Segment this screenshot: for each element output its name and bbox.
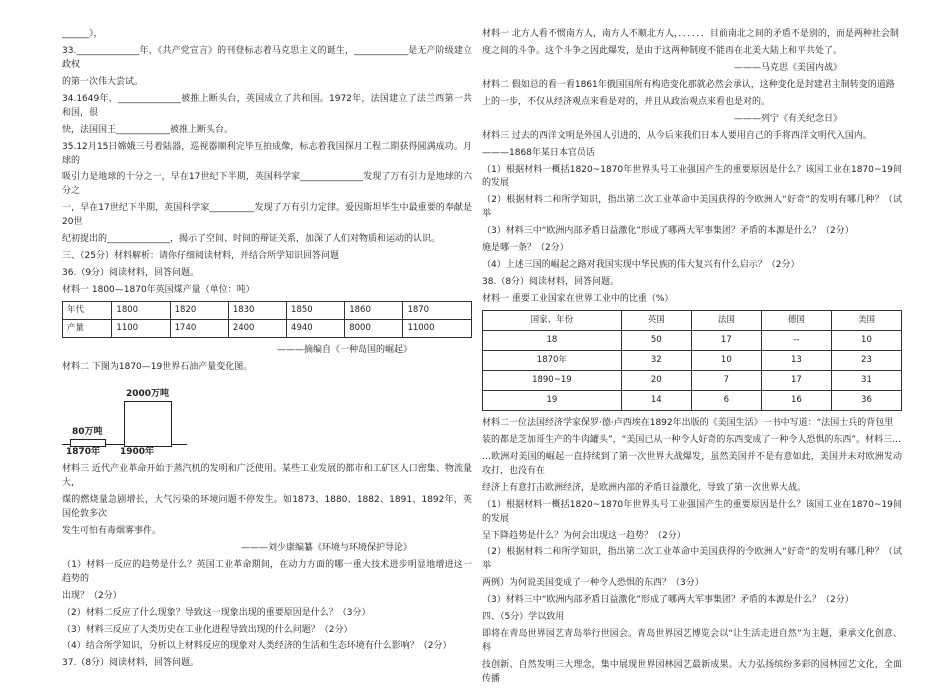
question-38: 38.（8分）阅读材料，回答问题。: [482, 277, 620, 288]
material-2-cont: 上的一步，不仅从经济观点来看是对的，并且从政治观点来看也是对的。: [482, 96, 771, 107]
sub-question-3: （3）材料三中“欧洲内部矛盾日益激化”形成了哪两大军事集团？矛盾的本源是什么？（2分）: [482, 595, 854, 606]
table-cell: 7: [691, 370, 761, 390]
table-cell: 1740: [170, 320, 228, 338]
material-2: 材料二 假如总的看一看1861年俄国国所有构造变化那就必然会承认，这种变化是封建君主制转变的道路: [482, 79, 895, 90]
table-cell: 13: [761, 350, 831, 370]
table-cell: 17: [691, 330, 761, 350]
chart-value-label: 2000万吨: [126, 389, 170, 400]
sub-question-3: （3）材料三中“欧洲内部矛盾日益激化”形成了哪两大军事集团？矛盾的本源是什么？（2分）: [482, 226, 854, 237]
table-cell: 18: [483, 330, 622, 350]
table-cell: 1800: [112, 301, 170, 319]
material-3-cont: 经济上有意打击欧洲经济，是欧洲内部的矛盾日益激化，导致了第一次世界大战。: [482, 482, 807, 493]
table-cell: 19: [483, 390, 622, 410]
sub-question-4: （4）结合所学知识，分析以上材料反应的现象对人类经济的生活和生态环境有什么影响？（2分）: [62, 641, 452, 652]
question-35-cont: 一，早在17世纪下半期，英国科学家__________发现了万有引力定律。爱因斯坦毕生中最重要的奉献是20世: [62, 203, 472, 228]
sub-question-1: （1）根据材料一概括1820~1870年世界头号工业强国产生的重要原因是什么？该国工业在1870~19间的发展: [482, 499, 902, 524]
sub-question-1: （1）材料一反应的趋势是什么？英国工业革命期间，在动力方面的哪一重大技术进步明显地增进这一趋势的: [62, 559, 472, 584]
section-4-heading: 四、（5分）学以致用: [482, 612, 565, 623]
table-cell: 1870: [403, 301, 472, 319]
coal-output-table: [62, 301, 472, 338]
material-2-title: 材料二 下图为1870—19世界石油产量变化图。: [62, 362, 253, 373]
line-fragment: ______》，: [62, 29, 103, 39]
chart-category-label: 1870年: [66, 447, 101, 458]
material-3-cont: 发生可怕有毒烟雾事件。: [62, 525, 162, 536]
table-header-cell: 法国: [691, 310, 761, 330]
table-cell: 23: [831, 350, 901, 370]
table-cell: 8000: [345, 320, 403, 338]
material-3: 材料三 近代产业革命开始于蒸汽机的发明和广泛使用。某些工业发展的都市和工矿区人口密集、物流量大，: [62, 464, 472, 489]
table-cell: 10: [691, 350, 761, 370]
left-column: [62, 28, 472, 674]
table-cell: 2400: [228, 320, 286, 338]
table-cell: 32: [621, 350, 691, 370]
section-4-paragraph: 即将在青岛世界园艺青岛举行世园会。青岛世界园艺博览会以“让生活走进自然”为主题，秉承文化创意、科: [482, 629, 902, 654]
question-35: 35.12月15日嫦娥三号着陆器，巡视器顺利完毕互拍成像，标志着我国探月工程二期获得圆满成功。月球的: [62, 141, 472, 166]
table-cell: 年代: [63, 301, 112, 319]
table-cell: 1860: [345, 301, 403, 319]
material-1-title: 材料一 重要工业国家在世界工业中的比重（%）: [482, 294, 674, 304]
question-36: 36.（9分）阅读材料，回答问题。: [62, 268, 200, 279]
table-cell: 1830: [228, 301, 286, 319]
table-row: [483, 370, 902, 390]
table-cell: 1850: [287, 301, 345, 319]
table-cell: 31: [831, 370, 901, 390]
sub-question-2: （2）材料二反应了什么现象？导致这一现象出现的重要原因是什么？（3分）: [62, 607, 371, 618]
table-row: [63, 320, 472, 338]
section-3-heading: 三、（25分）材料解析：请你仔细阅读材料，并结合所学知识回答问题: [62, 251, 339, 262]
question-33-cont: 的第一次伟大尝试。: [62, 76, 144, 87]
table-cell: 产量: [63, 320, 112, 338]
material-3-source: ———1868年某日本官员话: [482, 147, 595, 158]
material-3: …欧洲对美国的崛起一直持续到了第一次世界大战爆发，虽然美国并不是有意如此，美国并未对欧洲发动攻打，也没有在: [482, 451, 902, 476]
question-37: 37.（8分）阅读材料，回答问题。: [62, 658, 200, 669]
table-cell: 20: [621, 370, 691, 390]
oil-output-chart: [62, 381, 202, 459]
table-cell: 16: [761, 390, 831, 410]
industry-share-table: [482, 310, 902, 411]
table-cell: 6: [691, 390, 761, 410]
sub-question-2: （2）根据材料二和所学知识，指出第二次工业革命中美国获得的令欧洲人“好奇”的发明有哪几种？（试举: [482, 547, 902, 572]
table-header-cell: 德国: [761, 310, 831, 330]
sub-question-3-cont: 施是哪一条？（2分）: [482, 243, 569, 254]
table-cell: 1100: [112, 320, 170, 338]
question-35-cont: 纪初提出的______________，揭示了空间、时间的辩证关系，加深了人们对物质和运动的认识。: [62, 234, 441, 245]
table-header-row: [483, 310, 902, 330]
chart-category-label: 1900年: [120, 447, 155, 458]
sub-question-1: （1）根据材料一概括1820~1870年世界头号工业强国产生的重要原因是什么？该国工业在1870~19间的发展: [482, 164, 902, 189]
table-row: [483, 350, 902, 370]
question-33: 33.______________年，《共产党宣言》的刊登标志着马克思主义的诞生，____________是无产阶级建立政权: [62, 45, 472, 70]
material-3: 材料三 过去的西洋文明是外国人引进的，从今后来我们日本人要用自己的手将西洋文明代入国内。: [482, 130, 872, 141]
sub-question-2-cont: 两例）为何说美国变成了一种令人恐惧的东西？（3分）: [482, 578, 704, 589]
material-3-cont: 煤的燃烧量急剧增长，大气污染的环境问题不停发生。如1873、1880、1882、1891、1892年，英国伦敦多次: [62, 495, 472, 519]
table-cell: 10: [831, 330, 901, 350]
question-35-cont: 吸引力是地球的十分之一，早在17世纪下半期，英国科学家______________发现了万有引力是地球的六分之: [62, 172, 472, 197]
table-cell: 1820: [170, 301, 228, 319]
sub-question-1-cont: 呈下降趋势是什么？为何会出现这一趋势？（2分）: [482, 530, 686, 541]
material-2: 材料二一位法国经济学家保罗·德·卢西埃在1892年出版的《美国生活》一书中写道：“法国士兵的背包里: [482, 417, 894, 428]
table-header-cell: 美国: [831, 310, 901, 330]
sub-question-3: （3）材料三反应了人类历史在工业化进程导致出现的什么问题？（2分）: [62, 624, 353, 635]
sub-question-4: （4）上述三国的崛起之路对我国实现中华民族的伟大复兴有什么启示？（2分）: [482, 260, 800, 271]
table-header-cell: 国家、年份: [483, 310, 622, 330]
table-header-cell: 英国: [621, 310, 691, 330]
table-cell: 14: [621, 390, 691, 410]
material-1-cont: 度之间的斗争。这个斗争之因此爆发，是由于这两种制度不能再在北美大陆上和平共处了。: [482, 45, 843, 56]
material-1-title: 材料一 1800—1870年英国煤产量（单位：吨）: [62, 285, 255, 295]
table-cell: 36: [831, 390, 901, 410]
question-34: 34.1649年，______________被推上断头台，英国成立了共和国。1972年，法国建立了法兰西第一共和国，很: [62, 93, 472, 118]
chart-value-label: 80万吨: [72, 427, 103, 438]
material-2-cont: 装的都是芝加哥生产的牛肉罐头”，“美国已从一种令人好奇的东西变成了一种令人恐惧的东西”。材料三…: [482, 434, 901, 445]
table-cell: 17: [761, 370, 831, 390]
table-cell: 1870年: [483, 350, 622, 370]
sub-question-1-cont: 出现？（2分）: [62, 590, 122, 601]
chart-bar: [124, 401, 172, 447]
material-1-source: ———摘编自《一种岛国的崛起》: [276, 345, 412, 356]
section-4-paragraph-cont: 技创新、自然发明三大理念，集中展现世界园林园艺最新成果。大力弘扬缤纷多彩的园林园艺文化，全面传播: [482, 660, 902, 684]
table-cell: 50: [621, 330, 691, 350]
table-cell: 1890~19: [483, 370, 622, 390]
sub-question-2: （2）根据材料二和所学知识，指出第二次工业革命中美国获得的令欧洲人“好奇”的发明有哪几种？（试举: [482, 195, 902, 220]
table-row: [483, 330, 902, 350]
table-cell: 11000: [403, 320, 472, 338]
table-row: [63, 301, 472, 319]
material-1: 材料一 北方人看不惯南方人，南方人不顺北方人，．．．．．．目前南北之间的矛盾不是别的，而是两种社会制: [482, 29, 899, 39]
right-column: [482, 28, 902, 690]
material-3-source: ———刘少康编纂《环境与环境保护导论》: [240, 542, 412, 553]
table-cell: 4940: [287, 320, 345, 338]
material-1-source: ———马克思《美国内战》: [733, 62, 842, 73]
table-cell: --: [761, 330, 831, 350]
table-row: [483, 390, 902, 410]
material-2-source: ———列宁《有关纪念日》: [733, 113, 842, 124]
question-34-cont: 快，法国国王____________被推上断头台。: [62, 124, 234, 135]
